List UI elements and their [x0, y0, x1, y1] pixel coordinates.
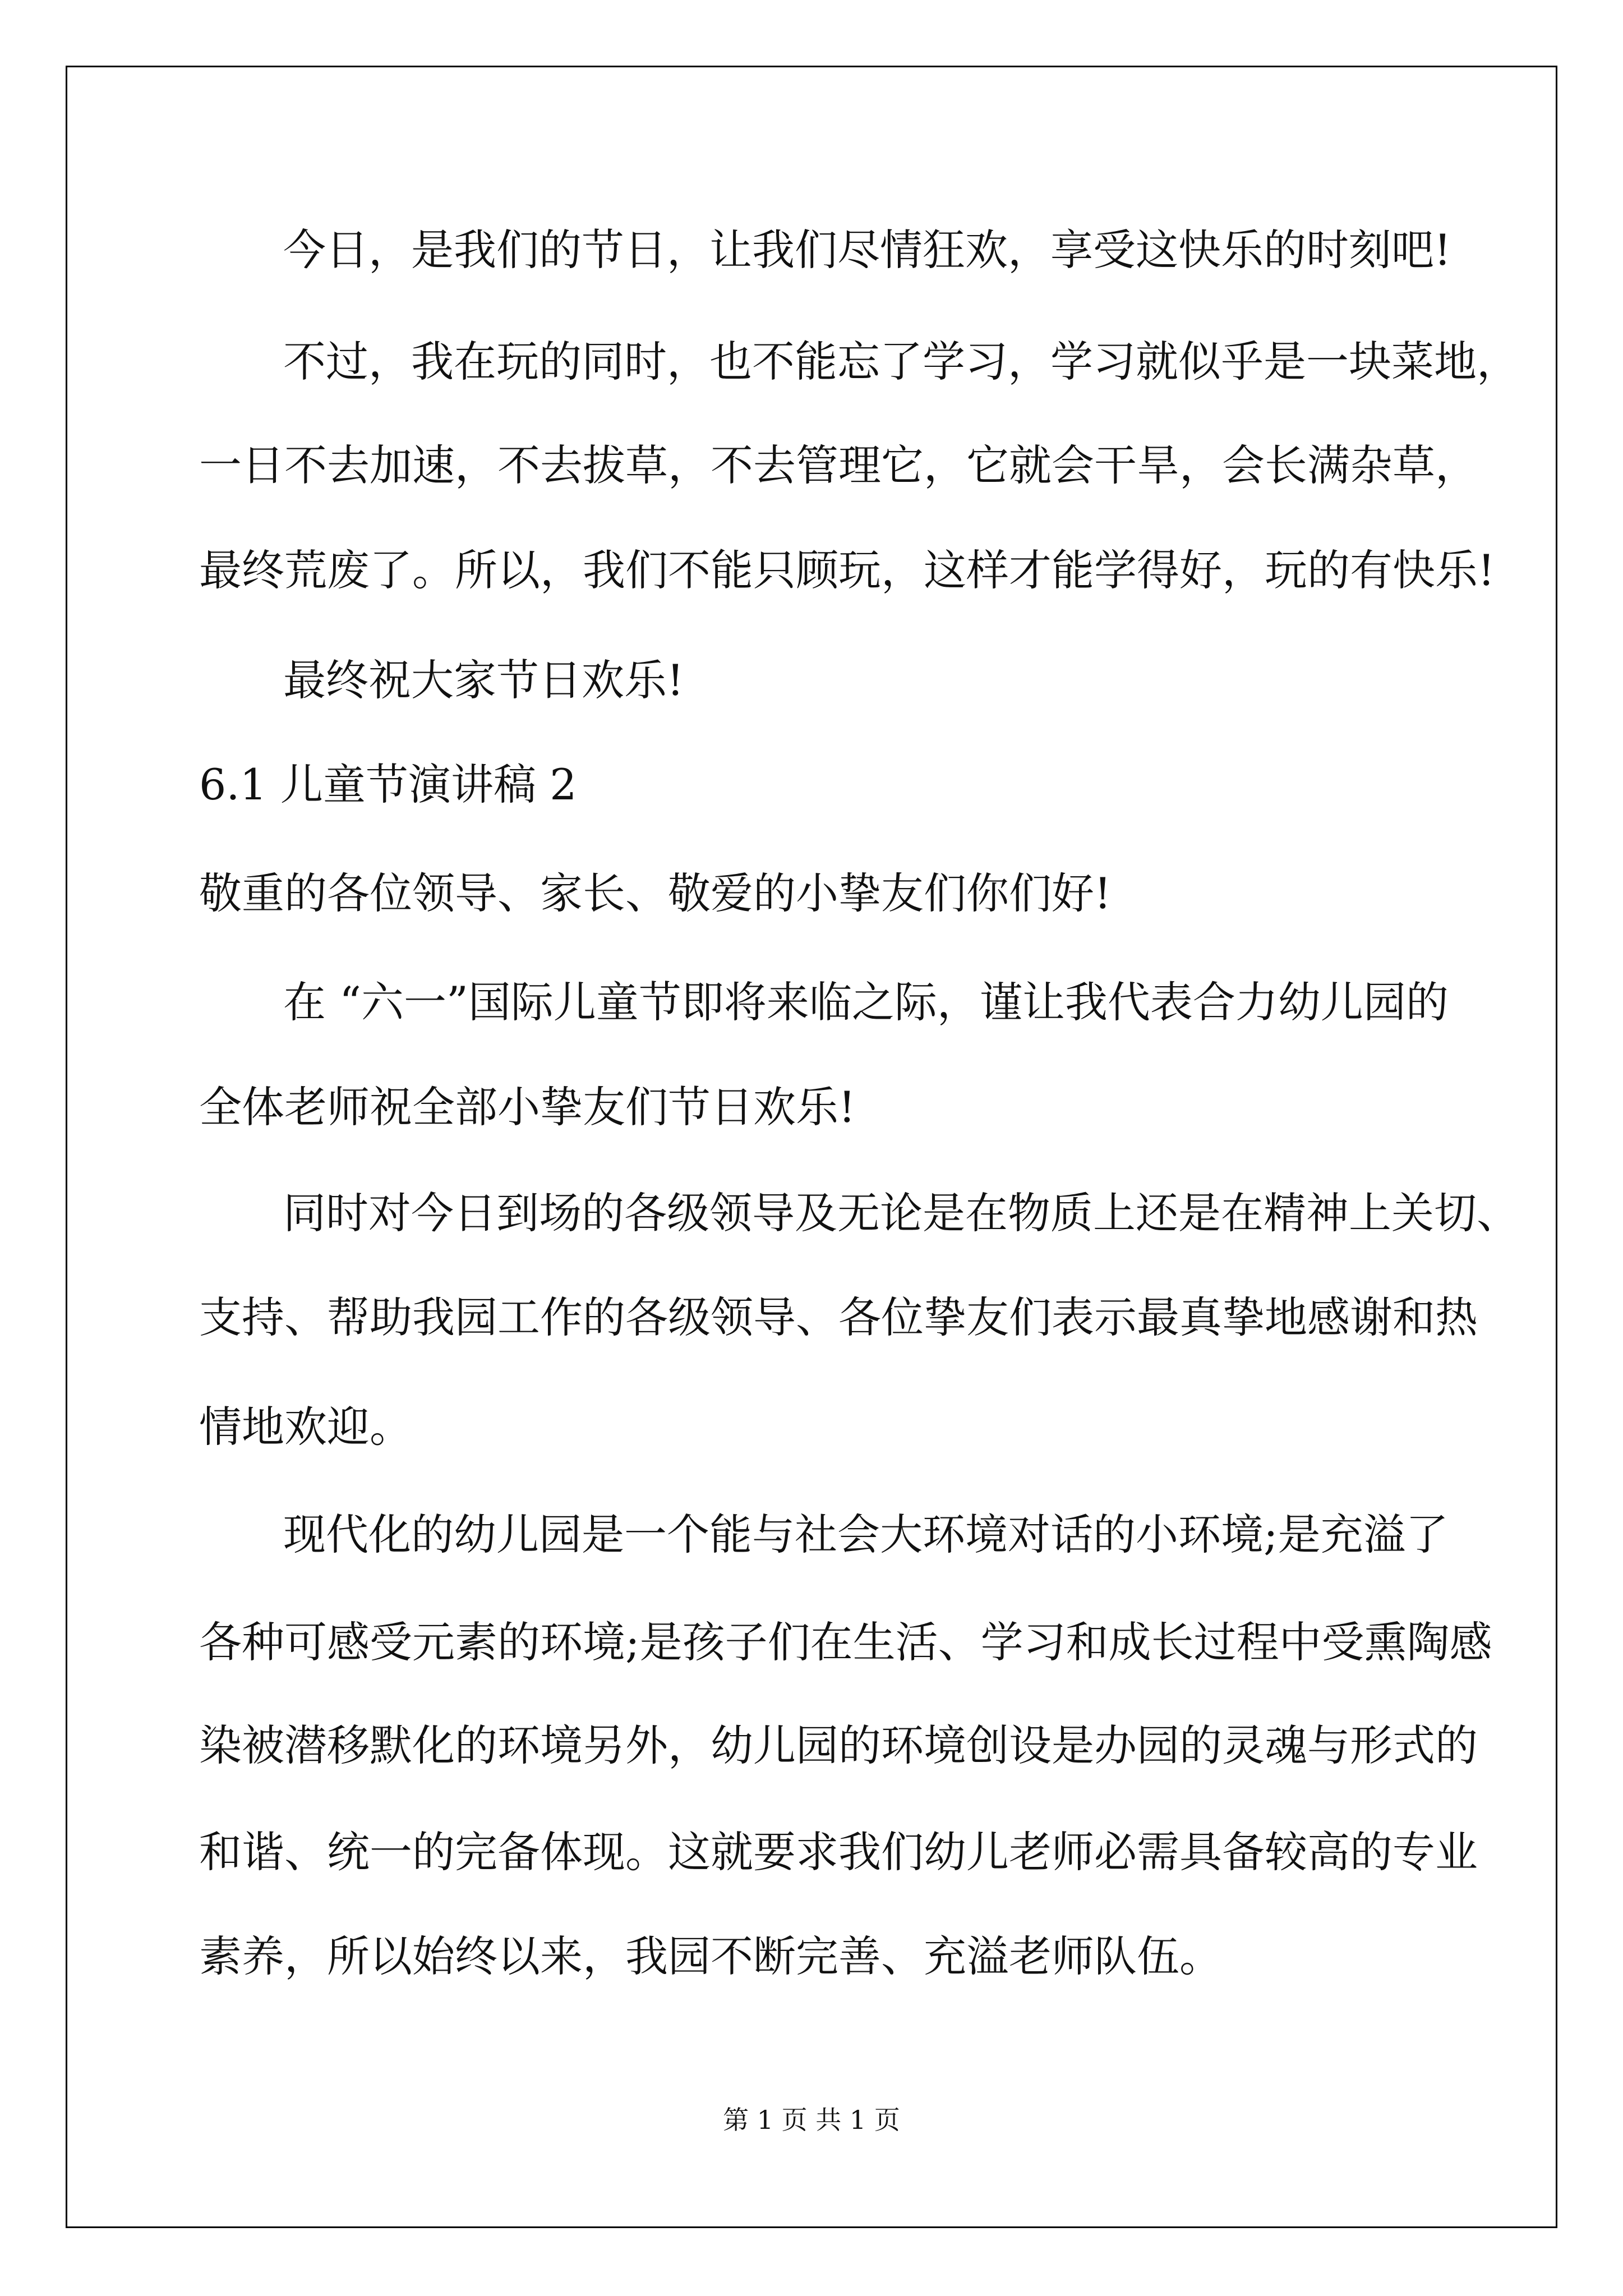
paragraph-line-4: 最终荒废了。所以，我们不能只顾玩，这样才能学得好，玩的有快乐! — [199, 545, 1495, 595]
paragraph-line-11: 现代化的幼儿园是一个能与社会大环境对话的小环境;是充溢了 — [283, 1510, 1449, 1559]
document-body — [199, 0, 1590, 2109]
paragraph-line-3: 一日不去加速，不去拔草，不去管理它，它就会干旱，会长满杂草， — [199, 440, 1478, 490]
section-heading: 6.1 儿童节演讲稿 2 — [199, 760, 577, 809]
paragraph-line-9: 支持、帮助我园工作的各级领导、各位挚友们表示最真挚地感谢和热 — [199, 1292, 1478, 1342]
paragraph-line-14: 和谐、统一的完备体现。这就要求我们幼儿老师必需具备较高的专业 — [199, 1827, 1478, 1877]
salutation-line: 敬重的各位领导、家长、敬爱的小挚友们你们好! — [199, 868, 1112, 918]
paragraph-line-6: 在 “六一”国际儿童节即将来临之际，谨让我代表合力幼儿园的 — [283, 977, 1449, 1027]
paragraph-line-8: 同时对今日到场的各级领导及无论是在物质上还是在精神上关切、 — [283, 1188, 1519, 1238]
paragraph-line-1: 今日，是我们的节日，让我们尽情狂欢，享受这快乐的时刻吧! — [283, 225, 1451, 275]
paragraph-line-12: 各种可感受元素的环境;是孩子们在生活、学习和成长过程中受熏陶感 — [199, 1617, 1492, 1667]
paragraph-line-5: 最终祝大家节日欢乐! — [283, 655, 684, 705]
paragraph-line-7: 全体老师祝全部小挚友们节日欢乐! — [199, 1082, 856, 1132]
paragraph-line-2: 不过，我在玩的同时，也不能忘了学习，学习就似乎是一块菜地， — [283, 337, 1519, 386]
page-footer: 第 1 页 共 1 页 — [723, 2105, 900, 2135]
paragraph-line-10: 情地欢迎。 — [199, 1402, 412, 1452]
paragraph-line-13: 染被潜移默化的环境另外，幼儿园的环境创设是办园的灵魂与形式的 — [199, 1720, 1478, 1770]
paragraph-line-15: 素养，所以始终以来，我园不断完善、充溢老师队伍。 — [199, 1931, 1222, 1981]
